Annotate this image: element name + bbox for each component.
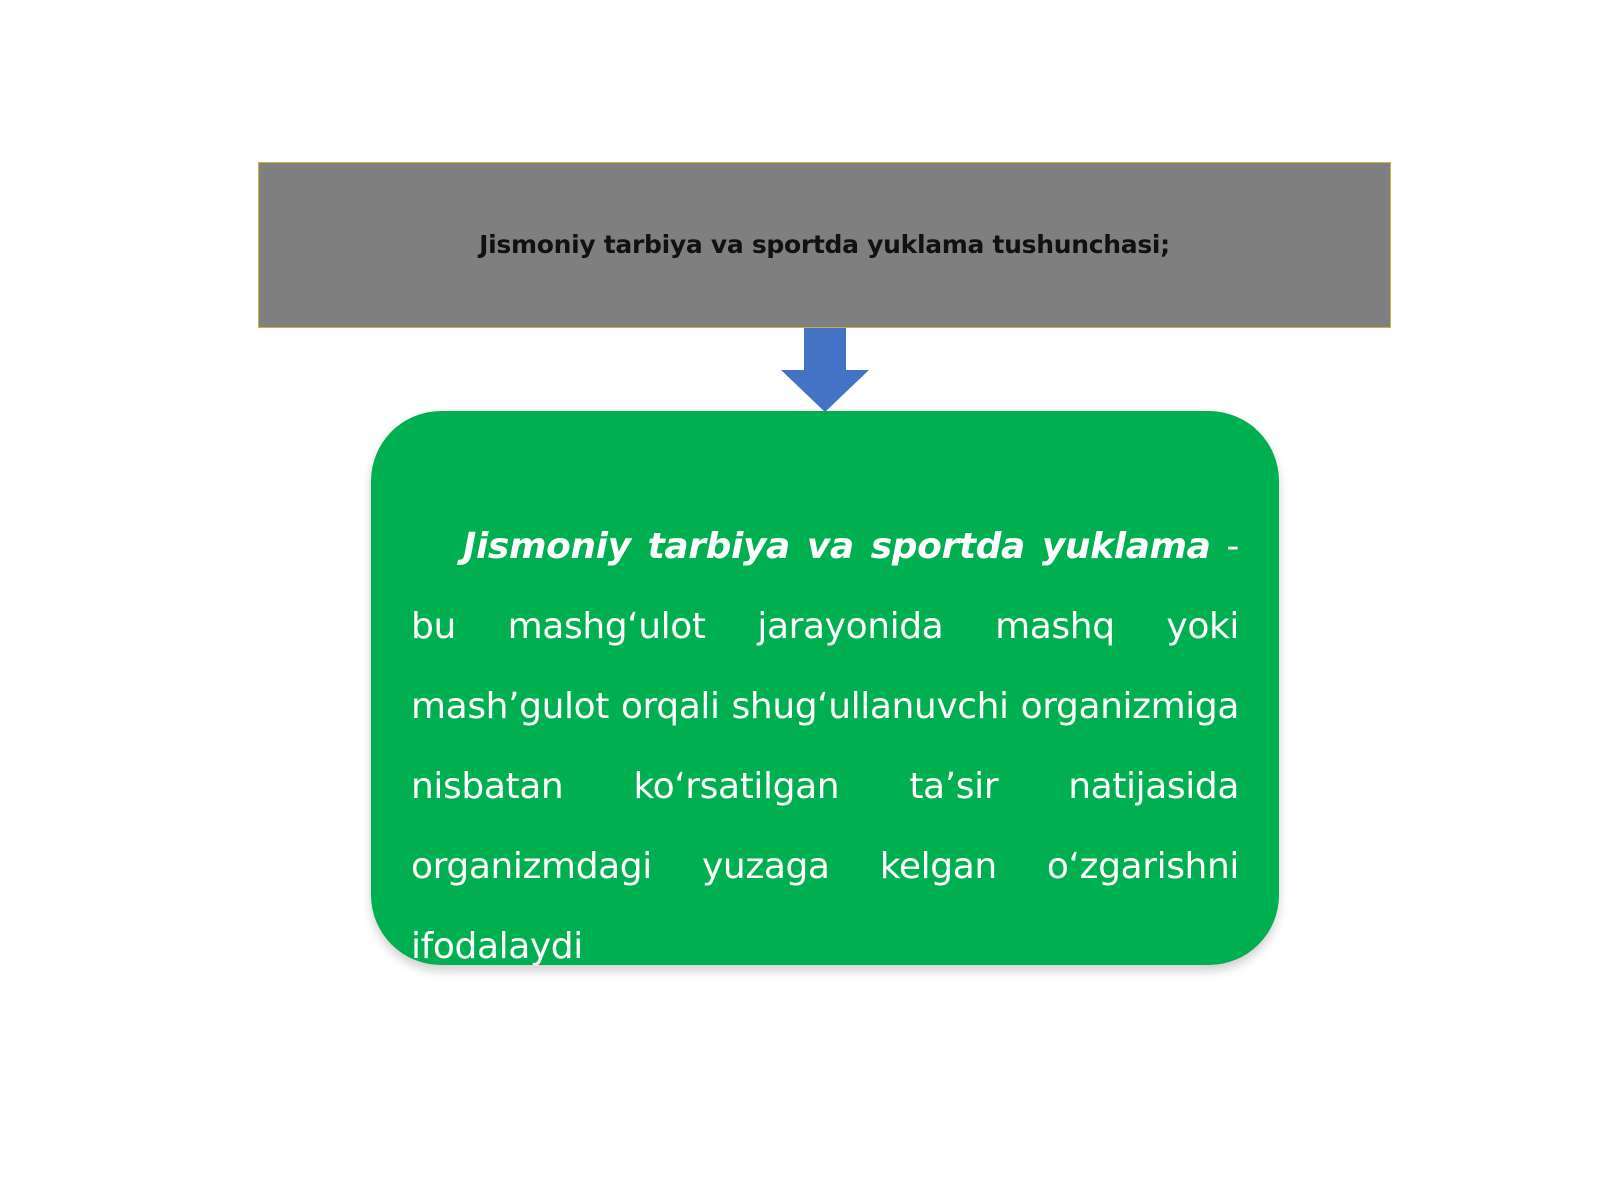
title-box [258, 162, 1391, 328]
arrow-shape [781, 328, 869, 412]
definition-term: Jismoniy tarbiya va sportda yuklama [463, 526, 1211, 567]
title-text: Jismoniy tarbiya va sportda yuklama tushunchasi; [479, 229, 1170, 259]
arrow-down-icon [781, 328, 869, 412]
definition-box [371, 411, 1279, 965]
definition-text [411, 507, 1239, 987]
definition-body: - bu mashg‘ulot jarayonida mashq yoki mash’gulot orqali shug‘ullanuvchi organizmiga nisbatan ko‘rsatilgan ta’sir natijasida organizmdagi yuzaga kelgan o‘zgarishni ifodalaydi [411, 526, 1239, 967]
